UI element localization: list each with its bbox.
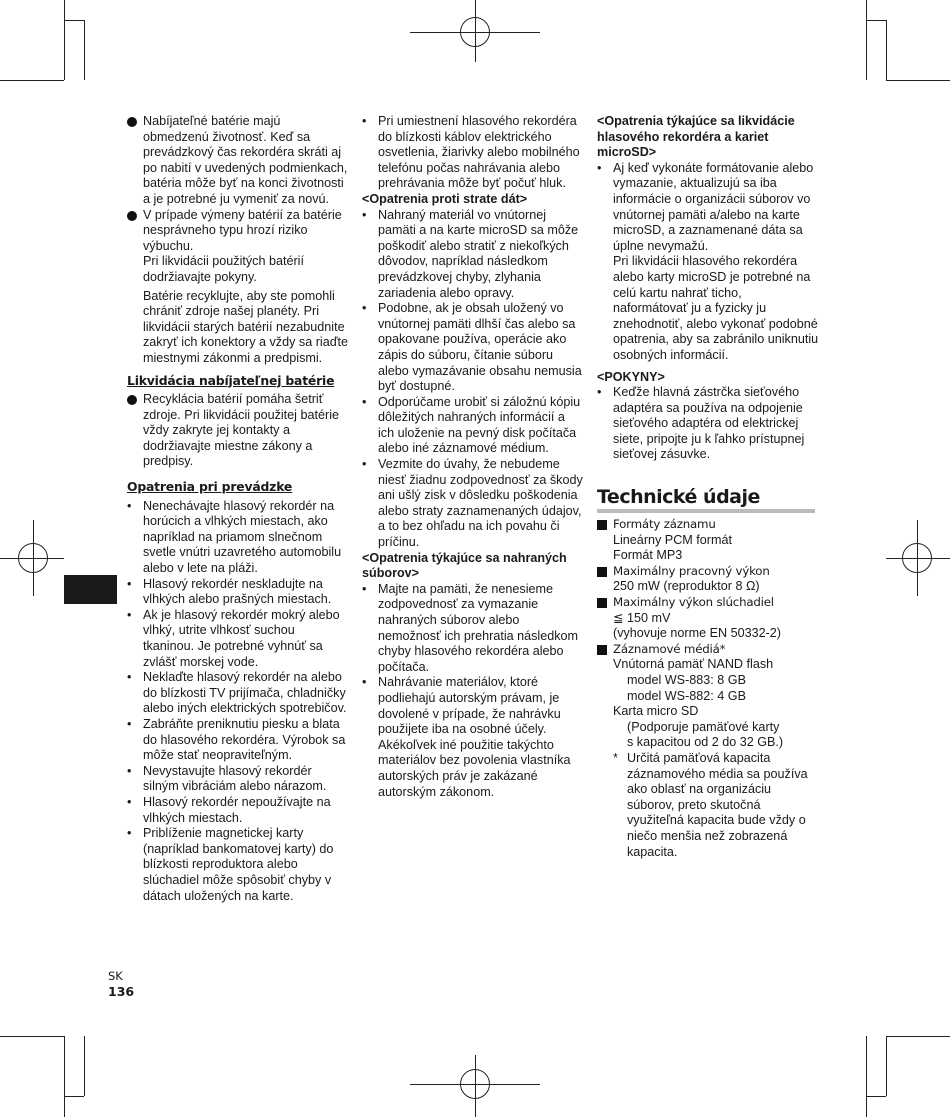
list-item: • Nevystavujte hlasový rekordér silným vibráciám alebo nárazom. [127,763,327,794]
bullet-dot-icon [127,117,137,127]
section-heading: <Opatrenia proti strate dát> [362,191,528,206]
bullet-dot-icon [127,395,137,405]
section-heading: <POKYNY> [597,369,665,384]
tech-specs-title: Technické údaje [597,485,815,513]
bullet-item: Nabíjateľné batérie majú obmedzenú životnosť. Keď sa prevádzkový čas rekordéra skráti aj po nabití v uvedených podmienkach, batéria môže byť na konci životnosti a je potrebné ju vymeniť za novú. [127,114,349,208]
column-1 [127,114,349,904]
list-item: • Nahraný materiál vo vnútornej pamäti a na karte microSD sa môže poškodiť alebo stratiť z niekoľkých dôvodov, napríklad následkom prevádzkovej chyby, zlyhania zariadenia alebo opravy. [362,207,579,300]
page-number: 136 [108,984,135,999]
list-item: • Nenechávajte hlasový rekordér na horúcich a vlhkých miestach, ako napríklad na priamom slnečnom svetle vnútri uzavretého automobilu alebo v lete na pláži. [127,498,342,576]
list-item: • Hlasový rekordér neskladujte na vlhkých alebo prašných miestach. [127,576,332,607]
spec-item: Formáty záznamu Lineárny PCM formát Formát MP3 [597,517,819,564]
section-tab [64,575,117,604]
list-item: • Odporúčame urobiť si záložnú kópiu dôležitých nahraných informácií a ich uloženie na pevný disk počítača alebo iné záznamové médium. [362,394,581,456]
list-item: • Nahrávanie materiálov, ktoré podliehajú autorským právam, je dovolené v prípade, že nahrávku použijete iba na osobné účely. Akékoľvek iné použitie takýchto materiálov bez povolenia vlastníka autorských práv je zakázané autorským zákonom. [362,675,571,799]
list-item: • Pri umiestnení hlasového rekordéra do blízkosti káblov elektrického osvetlenia, žiarivky alebo mobilného telefónu počas nahrávania alebo prehrávania môže byť počuť hluk. [362,114,580,191]
footnote: * Určitá pamäťová kapacita záznamového média sa používa ako oblasť na organizáciu súborov, preto skutočná využiteľná kapacita bude vždy o niečo menšia než zobrazená kapacita. [613,750,808,859]
language-code: SK [108,969,123,983]
column-3 [597,114,819,860]
page-footer [108,968,134,1000]
spec-item: Maximálny pracovný výkon 250 mW (reproduktor 8 Ω) [597,564,819,595]
list-item: • Priblíženie magnetickej karty (napríklad bankomatovej karty) do blízkosti reproduktora alebo slúchadiel môže spôsobiť chyby v dátach uložených na karte. [127,826,334,903]
list-item: • Aj keď vykonáte formátovanie alebo vymazanie, aktualizujú sa iba informácie o organizácii súborov vo vnútornej pamäti a/alebo na karte microSD, a zaznamenané dáta sa úplne nevymažú. Pri likvidácii hlasového rekordéra alebo karty microSD je potrebné na celú kartu nahrať ticho, naformátovať ju a fyzicky ju znehodnotiť, alebo vykonať podobné opatrenia, aby sa zabránilo uniknutiu osobných informácií. [597,160,819,362]
spec-item: Maximálny výkon slúchadiel ≦ 150 mV (vyhovuje norme EN 50332-2) [597,595,819,642]
list-item: • Keďže hlavná zástrčka sieťového adaptéra sa používa na odpojenie sieťového adaptéra od elektrickej siete, pripojte ju k ľahko prístupnej sieťovej zásuvke. [597,385,805,462]
list-item: • Ak je hlasový rekordér mokrý alebo vlhký, utrite vlhkosť suchou tkaninou. Je potrebné vyhnúť sa zvlášť morskej vode. [127,607,340,669]
list-item: • Hlasový rekordér nepoužívajte na vlhkých miestach. [127,794,331,825]
list-item: • Zabráňte preniknutiu piesku a blata do hlasového rekordéra. Výrobok sa môže stať neopraviteľným. [127,716,346,763]
list-item: • Neklaďte hlasový rekordér na alebo do blízkosti TV prijímača, chladničky alebo iných elektrických spotrebičov. [127,670,347,716]
bullet-item: Recyklácia batérií pomáha šetriť zdroje. Pri likvidácii použitej batérie vždy zakryte jej kontakty a dodržiavajte miestne zákony a predpisy. [127,392,349,470]
list-item: • Majte na pamäti, že nenesieme zodpovednosť za vymazanie nahraných súborov alebo nemožnosť ich prehratia následkom chyby hlasového rekordéra alebo počítača. [362,581,579,674]
bullet-square-icon [597,645,607,655]
bullet-item: V prípade výmeny batérií za batérie nesprávneho typu hrozí riziko výbuchu. Pri likvidácii použitých batérií dodržiavajte pokyny. Batérie recyklujte, aby ste pomohli chrániť zdroje našej planéty. Pri likvidácii starých batérií nezabudnite zakryť ich konektory a vždy sa riaďte miestnymi zákonmi a predpismi. [127,208,349,367]
bullet-dot-icon [127,211,137,221]
list-item: • Podobne, ak je obsah uložený vo vnútornej pamäti dlhší čas alebo sa opakovane používa, operácie ako zápis do súboru, čítanie súboru alebo vymazávanie obsahu nemusia byť dostupné. [362,301,582,394]
section-heading: Likvidácia nabíjateľnej batérie [127,372,335,388]
section-heading: <Opatrenia týkajúce sa likvidácie hlasového rekordéra a kariet microSD> [597,114,795,160]
bullet-square-icon [597,598,607,608]
section-heading: Opatrenia pri prevádzke [127,479,293,495]
section-heading: <Opatrenia týkajúce sa nahraných súborov> [362,550,567,581]
list-item: • Vezmite do úvahy, že nebudeme niesť žiadnu zodpovednosť za škody ani ušlý zisk v dôsledku poškodenia alebo straty zaznamenaných údajov, a to bez ohľadu na ich povahu či príčinu. [362,457,583,550]
bullet-square-icon [597,567,607,577]
bullet-square-icon [597,520,607,530]
column-2 [362,114,584,800]
spec-item: Záznamové médiá* Vnútorná pamäť NAND flash model WS-883: 8 GB model WS-882: 4 GB Karta micro SD (Podporuje pamäťové karty s kapacitou od 2 do 32 GB.) * Určitá pamäťová kapacita záznamového média sa používa ako oblasť na organizáciu súborov, preto skutočná využiteľná kapacita bude vždy o niečo menšia než zobrazená kapacita. [597,642,819,860]
